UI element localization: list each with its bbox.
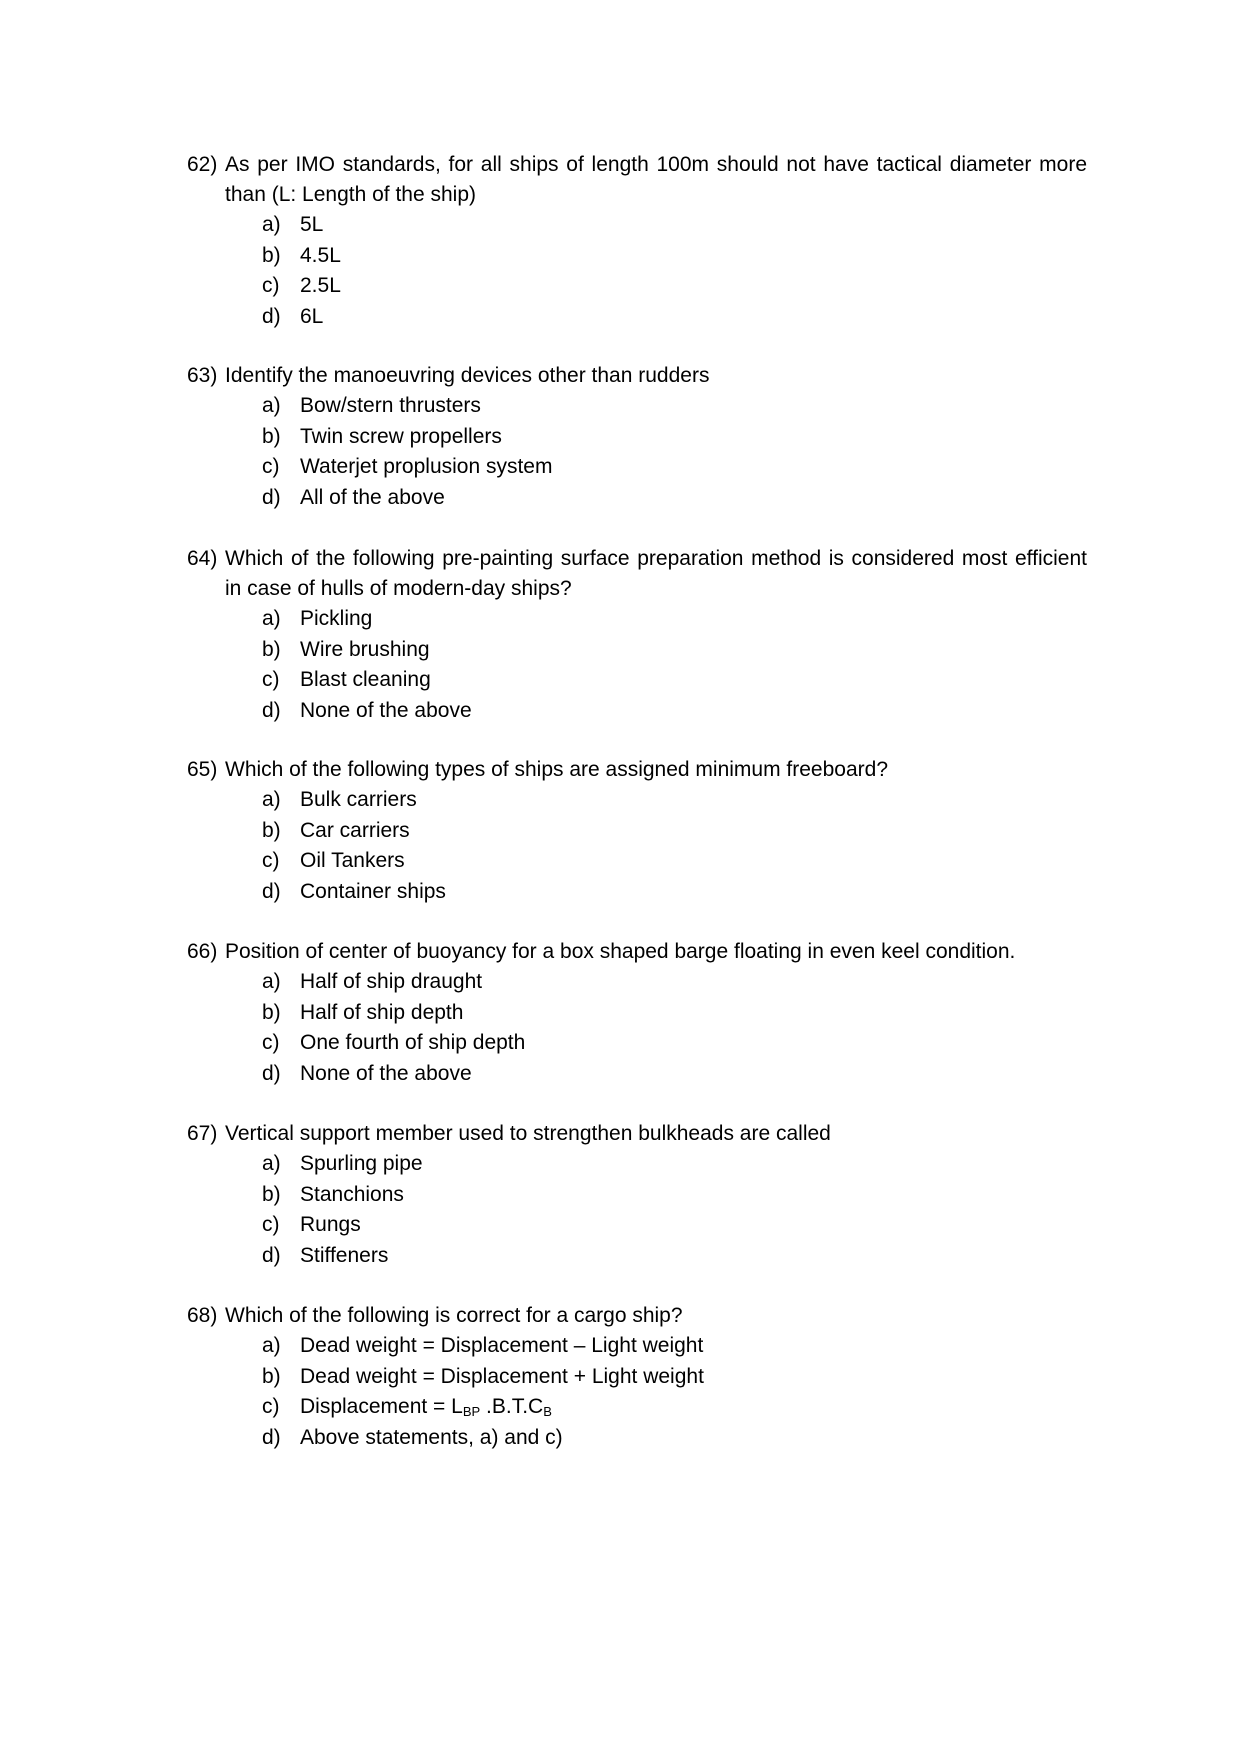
option-letter: a) xyxy=(262,970,281,993)
option-letter: d) xyxy=(262,1061,281,1085)
question-text: Which of the following pre-painting surface preparation method is considered most efficient in case of hulls of modern-day ships? xyxy=(225,547,1087,600)
question-65 xyxy=(187,755,1087,907)
formula-prefix: Displacement = L xyxy=(300,1395,463,1418)
option-letter: c) xyxy=(262,1031,280,1054)
option-a xyxy=(187,1149,1087,1180)
question-number: 68) xyxy=(187,1304,218,1327)
option-text: Dead weight = Displacement – Light weight xyxy=(300,1334,704,1357)
option-text: Blast cleaning xyxy=(300,668,431,691)
option-letter: d) xyxy=(262,1243,281,1267)
option-text: Bow/stern thrusters xyxy=(300,394,481,417)
option-list xyxy=(187,391,1087,513)
option-text: Above statements, a) and c) xyxy=(300,1425,563,1449)
option-text: Half of ship depth xyxy=(300,1000,464,1024)
option-letter: b) xyxy=(262,243,281,267)
option-b xyxy=(187,816,1087,847)
option-d xyxy=(187,1423,1087,1454)
option-text: Wire brushing xyxy=(300,637,430,661)
option-text: Rungs xyxy=(300,1213,361,1236)
question-text: Identify the manoeuvring devices other than rudders xyxy=(225,364,710,387)
option-text: Pickling xyxy=(300,607,373,630)
option-a xyxy=(187,210,1087,241)
option-letter: b) xyxy=(262,1182,281,1206)
option-c xyxy=(187,846,1087,877)
option-letter: a) xyxy=(262,1334,281,1357)
option-text: None of the above xyxy=(300,1061,472,1085)
option-a xyxy=(187,604,1087,635)
option-letter: d) xyxy=(262,698,281,722)
option-letter: b) xyxy=(262,818,281,842)
question-66 xyxy=(187,937,1087,1089)
option-letter: c) xyxy=(262,274,280,297)
option-b xyxy=(187,998,1087,1029)
option-list xyxy=(187,604,1087,726)
option-letter: d) xyxy=(262,879,281,903)
option-letter: b) xyxy=(262,637,281,661)
option-list xyxy=(187,210,1087,332)
option-text: Container ships xyxy=(300,879,446,903)
option-letter: c) xyxy=(262,1395,280,1418)
option-b xyxy=(187,635,1087,666)
option-a xyxy=(187,967,1087,998)
option-text: Oil Tankers xyxy=(300,849,405,872)
question-text: As per IMO standards, for all ships of length 100m should not have tactical diameter more than (L: Length of the ship) xyxy=(225,153,1087,206)
option-text: Stanchions xyxy=(300,1182,404,1206)
option-text xyxy=(300,1392,552,1423)
question-text: Position of center of buoyancy for a box shaped barge floating in even keel condition. xyxy=(225,940,1016,963)
question-number: 66) xyxy=(187,940,218,963)
option-text: Car carriers xyxy=(300,818,410,842)
option-letter: d) xyxy=(262,1425,281,1449)
option-d xyxy=(187,302,1087,333)
option-text: Dead weight = Displacement + Light weight xyxy=(300,1364,704,1388)
option-text: Twin screw propellers xyxy=(300,424,502,448)
option-d xyxy=(187,483,1087,514)
option-b xyxy=(187,1180,1087,1211)
option-text: 5L xyxy=(300,213,324,236)
question-67 xyxy=(187,1119,1087,1271)
option-text: All of the above xyxy=(300,485,445,509)
option-text: One fourth of ship depth xyxy=(300,1031,526,1054)
question-number: 65) xyxy=(187,758,218,781)
option-list xyxy=(187,1331,1087,1453)
option-text: Spurling pipe xyxy=(300,1152,423,1175)
option-c xyxy=(187,1392,1087,1423)
option-text: 4.5L xyxy=(300,243,341,267)
question-number: 67) xyxy=(187,1122,218,1145)
option-b xyxy=(187,422,1087,453)
option-text: 2.5L xyxy=(300,274,341,297)
question-text: Vertical support member used to strengthen bulkheads are called xyxy=(225,1122,831,1145)
option-c xyxy=(187,452,1087,483)
question-number: 64) xyxy=(187,547,218,570)
option-b xyxy=(187,1362,1087,1393)
question-number: 62) xyxy=(187,153,218,176)
option-text: Stiffeners xyxy=(300,1243,389,1267)
option-list xyxy=(187,785,1087,907)
option-c xyxy=(187,1028,1087,1059)
option-text: Half of ship draught xyxy=(300,970,483,993)
question-text: Which of the following types of ships are assigned minimum freeboard? xyxy=(225,758,888,781)
option-letter: a) xyxy=(262,1152,281,1175)
option-d xyxy=(187,1059,1087,1090)
option-d xyxy=(187,1241,1087,1272)
question-63 xyxy=(187,361,1087,513)
option-letter: b) xyxy=(262,1000,281,1024)
option-b xyxy=(187,241,1087,272)
option-text: Bulk carriers xyxy=(300,788,417,811)
option-list xyxy=(187,967,1087,1089)
option-c xyxy=(187,665,1087,696)
option-letter: d) xyxy=(262,485,281,509)
option-text: Waterjet proplusion system xyxy=(300,455,553,478)
question-number: 63) xyxy=(187,364,218,387)
question-62 xyxy=(187,150,1087,332)
option-letter: d) xyxy=(262,304,281,328)
option-letter: b) xyxy=(262,424,281,448)
option-letter: a) xyxy=(262,394,281,417)
option-letter: c) xyxy=(262,1213,280,1236)
option-a xyxy=(187,391,1087,422)
subscript-bp: BP xyxy=(462,1404,481,1419)
question-68 xyxy=(187,1301,1087,1453)
option-text: 6L xyxy=(300,304,324,328)
option-a xyxy=(187,1331,1087,1362)
option-d xyxy=(187,696,1087,727)
option-text: None of the above xyxy=(300,698,472,722)
option-letter: c) xyxy=(262,455,280,478)
option-d xyxy=(187,877,1087,908)
option-list xyxy=(187,1149,1087,1271)
question-64 xyxy=(187,544,1087,726)
option-letter: a) xyxy=(262,788,281,811)
question-text: Which of the following is correct for a cargo ship? xyxy=(225,1304,683,1327)
subscript-b: B xyxy=(543,1404,552,1419)
option-c xyxy=(187,271,1087,302)
option-c xyxy=(187,1210,1087,1241)
option-a xyxy=(187,785,1087,816)
option-letter: b) xyxy=(262,1364,281,1388)
option-letter: a) xyxy=(262,213,281,236)
option-letter: c) xyxy=(262,849,280,872)
formula-middle: .B.T.C xyxy=(480,1395,544,1418)
option-letter: a) xyxy=(262,607,281,630)
option-letter: c) xyxy=(262,668,280,691)
